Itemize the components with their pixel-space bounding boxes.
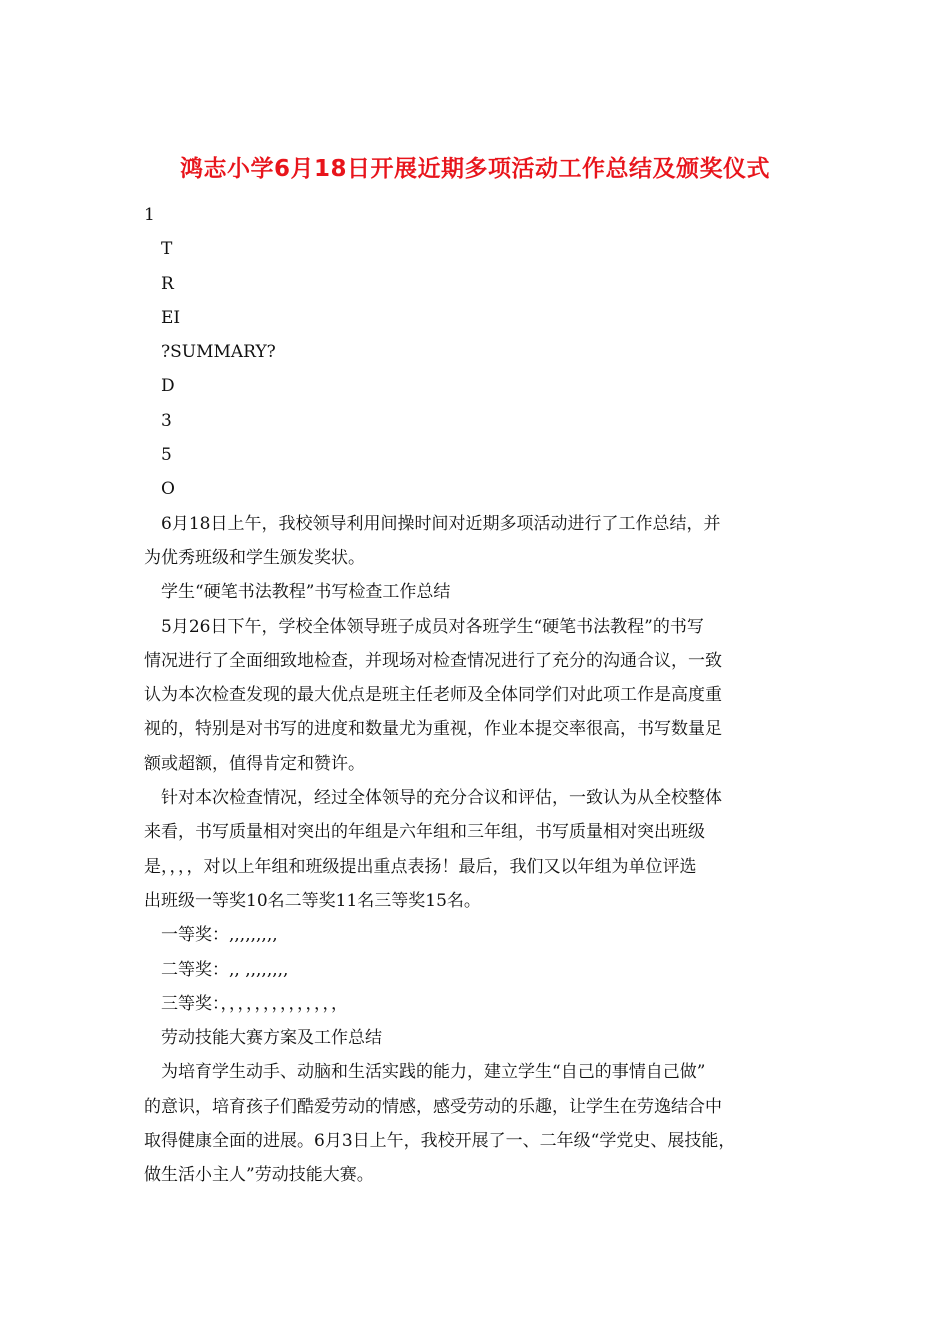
text-line: 5月26日下午，学校全体领导班子成员对各班学生“硬笔书法教程”的书写 — [161, 616, 704, 637]
text-line: 为优秀班级和学生颁发奖状。 — [144, 547, 365, 568]
text-line: 5 — [161, 445, 172, 466]
text-line: 学生“硬笔书法教程”书写检查工作总结 — [161, 582, 451, 603]
text-line: 出班级一等奖10名二等奖11名三等奖15名。 — [144, 890, 481, 911]
text-line: D — [161, 376, 175, 397]
document-title: 鸿志小学6月18日开展近期多项活动工作总结及颁奖仪式 — [179, 156, 770, 182]
text-line: 情况进行了全面细致地检查，并现场对检查情况进行了充分的沟通合议，一致 — [144, 650, 722, 671]
text-line: 取得健康全面的进展。6月3日上午，我校开展了一、二年级“学党史、展技能， — [144, 1131, 736, 1152]
text-line: 3 — [161, 410, 172, 431]
text-line: 一等奖：,,,,,,,,, — [161, 925, 278, 946]
text-line: 视的，特别是对书写的进度和数量尤为重视，作业本提交率很高，书写数量足 — [144, 719, 722, 740]
text-line: 针对本次检查情况，经过全体领导的充分合议和评估，一致认为从全校整体 — [161, 788, 722, 809]
text-line: 1 — [144, 205, 155, 225]
text-line: 三等奖：，，，，，，，，，，，，，， — [161, 993, 348, 1014]
text-line: ?SUMMARY? — [161, 342, 276, 363]
text-line: EI — [161, 307, 181, 328]
text-line: O — [161, 479, 175, 500]
text-line: 来看，书写质量相对突出的年组是六年组和三年组，书写质量相对突出班级 — [144, 822, 705, 843]
text-line: R — [161, 273, 174, 294]
text-line: T — [161, 239, 173, 260]
document-body — [0, 198, 950, 1193]
text-line: 为培育学生动手、动脑和生活实践的能力，建立学生“自己的事情自己做” — [161, 1062, 706, 1083]
text-line: 的意识，培育孩子们酷爱劳动的情感，感受劳动的乐趣，让学生在劳逸结合中 — [144, 1096, 722, 1117]
text-line: 是，，，，对以上年组和班级提出重点表扬！最后，我们又以年组为单位评选 — [144, 856, 697, 877]
text-line: 做生活小主人”劳动技能大赛。 — [144, 1165, 374, 1186]
text-line: 额或超额，值得肯定和赞许。 — [144, 753, 365, 774]
text-line: 6月18日上午，我校领导利用间操时间对近期多项活动进行了工作总结，并 — [161, 513, 721, 534]
text-line: 认为本次检查发现的最大优点是班主任老师及全体同学们对此项工作是高度重 — [144, 685, 722, 706]
text-line: 二等奖：,, ,,,,,,,, — [161, 959, 289, 980]
text-line: 劳动技能大赛方案及工作总结 — [161, 1028, 382, 1049]
